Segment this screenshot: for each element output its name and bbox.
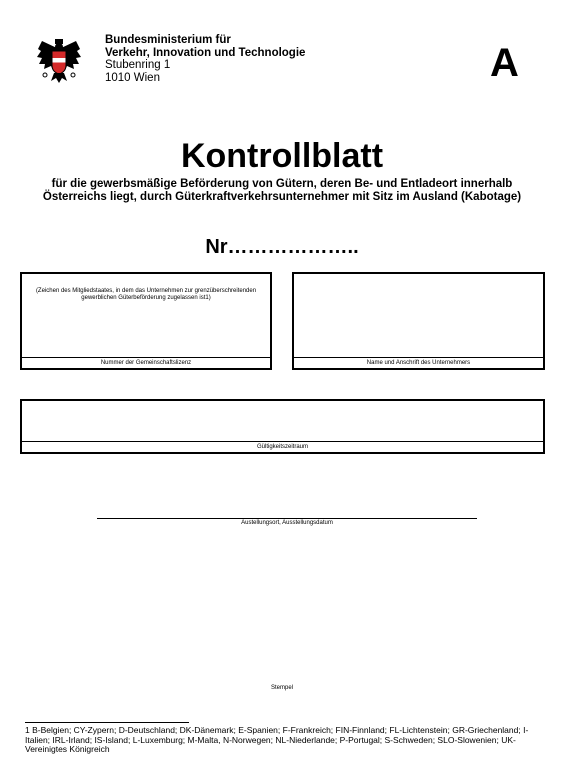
document-subtitle: für die gewerbsmäßige Beförderung von Gütern, deren Be- und Entladeort innerhalb Österreichs liegt, durch Güterkraftverkehrsunternehmer mit Sitz im Ausland (Kabotage) bbox=[42, 178, 522, 203]
issue-place-date-line[interactable] bbox=[97, 518, 477, 519]
document-number-field[interactable]: Nr……………….. bbox=[205, 236, 359, 258]
stamp-label: Stempel bbox=[270, 685, 293, 691]
ministry-address bbox=[105, 34, 305, 84]
ministry-name-line1: Bundesministerium für bbox=[105, 34, 231, 46]
form-letter: A bbox=[490, 41, 519, 85]
issue-place-date-caption: Austellungsort, Ausstellungsdatum bbox=[241, 520, 333, 526]
license-number-caption: Nummer der Gemeinschaftslizenz bbox=[22, 357, 270, 368]
document-title: Kontrollblatt bbox=[180, 137, 384, 175]
validity-period-box[interactable] bbox=[20, 399, 545, 454]
footnote-country-codes: 1 B-Belgien; CY-Zypern; D-Deutschland; DK-Dänemark; E-Spanien; F-Frankreich; FIN-Finnland; FL-Lichtenstein; GR-Griechenland; I-Italien; IRL-Irland; IS-Island; L-Luxemburg; M-Malta, N-Norwegen; NL-Niederlande; P-Portugal; S-Schweden; SLO-Slowenien; UK-Vereinigtes Königreich bbox=[25, 725, 529, 754]
footnote-divider bbox=[25, 722, 189, 723]
company-name-address-caption: Name und Anschrift des Unternehmers bbox=[294, 357, 543, 368]
license-number-box[interactable] bbox=[20, 272, 272, 370]
ministry-street: Stubenring 1 bbox=[105, 59, 171, 71]
austrian-eagle-emblem-icon bbox=[36, 35, 82, 85]
ministry-city: 1010 Wien bbox=[105, 71, 160, 84]
validity-period-caption: Gültigkeitszeitraum bbox=[22, 441, 543, 452]
ministry-name-line2: Verkehr, Innovation und Technologie bbox=[105, 46, 306, 59]
license-note: (Zeichen des Mitgliedstaates, in dem das Unternehmen zur grenzüberschreitenden gewerblichen Güterbeförderung zugelassen ist1) bbox=[35, 288, 257, 301]
company-name-address-box[interactable] bbox=[292, 272, 545, 370]
